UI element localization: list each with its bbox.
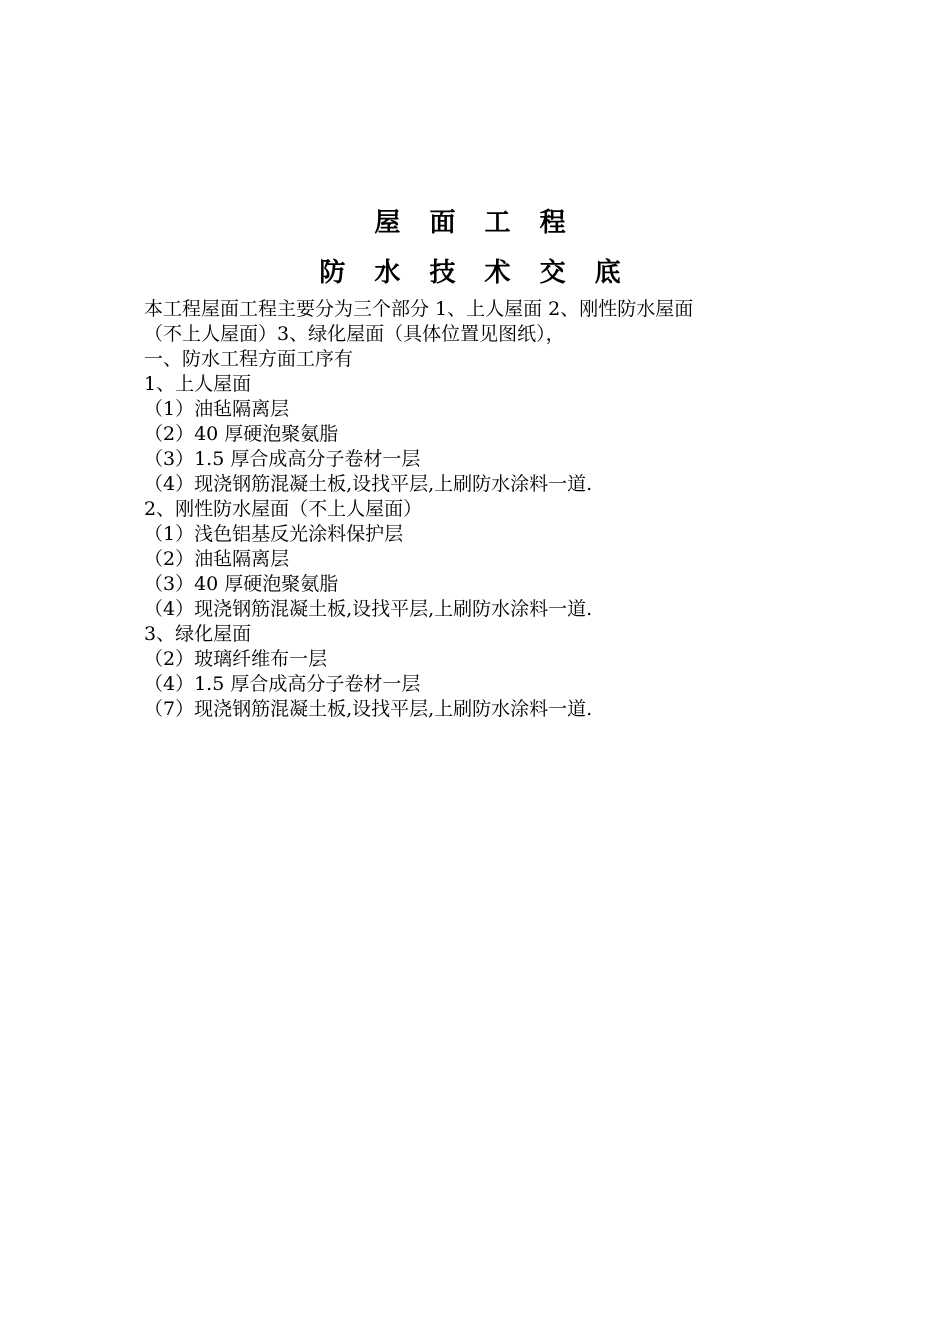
- section-heading: 一、防水工程方面工序有: [144, 348, 354, 370]
- subsection-heading-3: 3、绿化屋面: [144, 623, 252, 645]
- list-item: （4）1.5 厚合成高分子卷材一层: [144, 673, 421, 695]
- intro-line-1: 本工程屋面工程主要分为三个部分 1、上人屋面 2、刚性防水屋面: [144, 298, 694, 320]
- list-item: （1）油毡隔离层: [144, 398, 290, 420]
- list-item: （2）40 厚硬泡聚氨脂: [144, 423, 339, 445]
- intro-line-2: （不上人屋面）3、绿化屋面（具体位置见图纸），: [144, 323, 565, 345]
- subsection-heading-1: 1、上人屋面: [144, 373, 252, 395]
- subsection-heading-2: 2、刚性防水屋面（不上人屋面）: [144, 498, 423, 520]
- list-item: （7）现浇钢筋混凝土板,设找平层,上刷防水涂料一道.: [144, 698, 593, 720]
- list-item: （4）现浇钢筋混凝土板,设找平层,上刷防水涂料一道.: [144, 598, 593, 620]
- document-title: 屋 面 工 程: [374, 208, 576, 238]
- list-item: （2）玻璃纤维布一层: [144, 648, 328, 670]
- list-item: （1）浅色铝基反光涂料保护层: [144, 523, 404, 545]
- list-item: （3）40 厚硬泡聚氨脂: [144, 573, 339, 595]
- list-item: （3）1.5 厚合成高分子卷材一层: [144, 448, 421, 470]
- document-subtitle: 防 水 技 术 交 底: [319, 258, 631, 288]
- document-body: [144, 297, 824, 722]
- list-item: （4）现浇钢筋混凝土板,设找平层,上刷防水涂料一道.: [144, 473, 593, 495]
- list-item: （2）油毡隔离层: [144, 548, 290, 570]
